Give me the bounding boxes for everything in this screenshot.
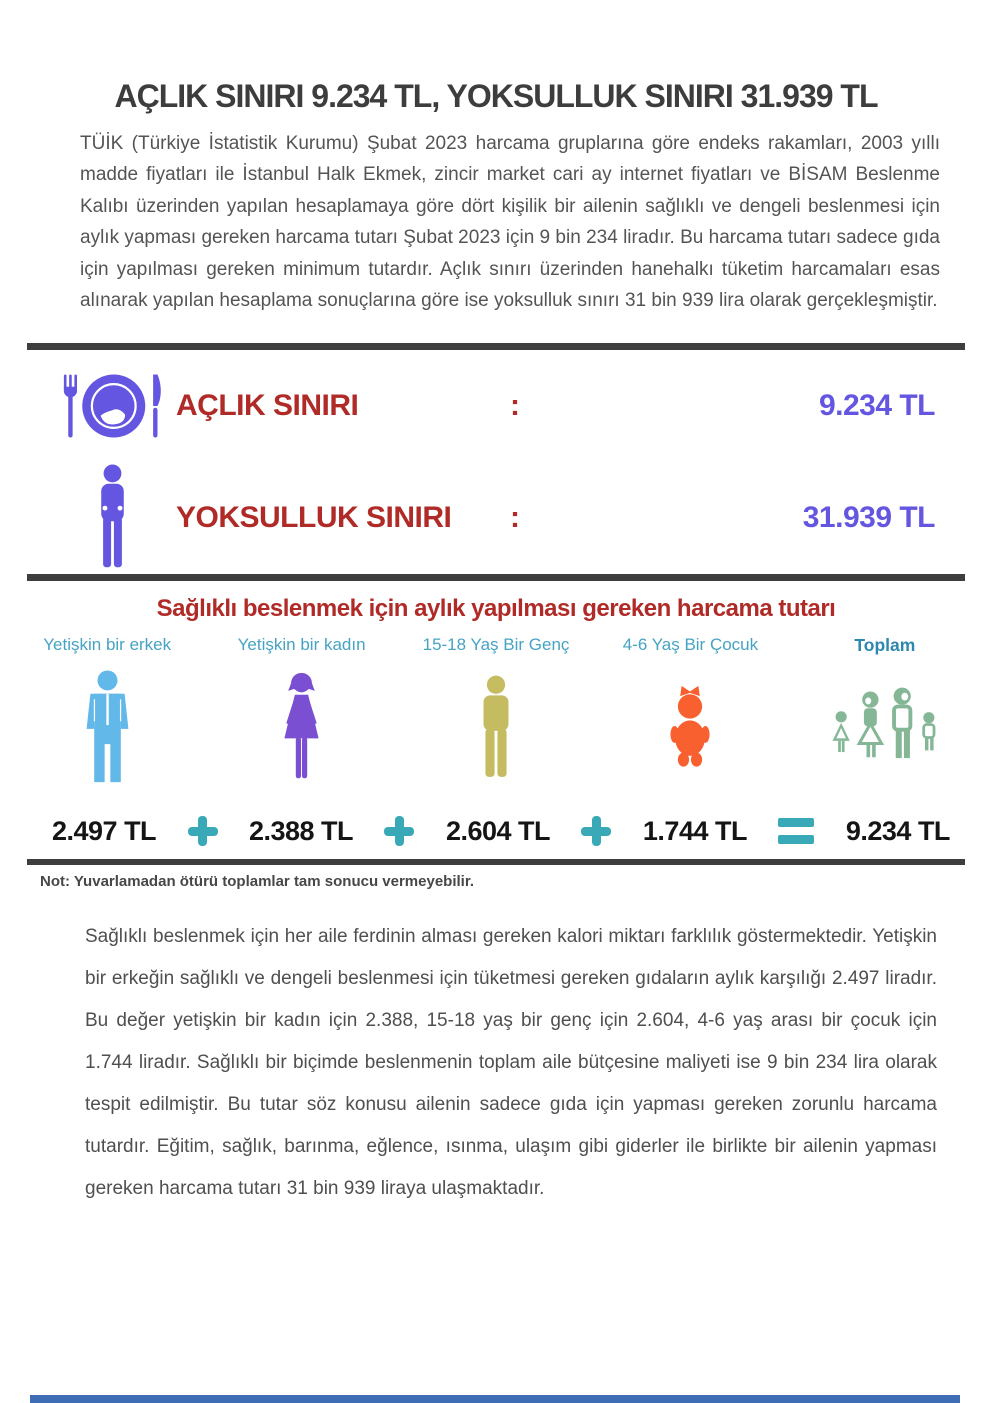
amount-adult-female: 2.388 TL: [248, 815, 354, 846]
plus-icon: [188, 816, 218, 846]
column-total-label: Toplam: [854, 634, 916, 655]
column-total: [788, 635, 982, 792]
hunger-threshold-row: [0, 350, 992, 462]
breakdown-title: Sağlıklı beslenmek için aylık yapılması gereken harcama tutarı: [156, 594, 836, 622]
poverty-threshold-row: [0, 462, 992, 574]
column-teen-label: 15-18 Yaş Bir Genç: [422, 634, 570, 654]
equals-icon: [778, 818, 814, 844]
teen-icon: [472, 663, 520, 791]
bottom-accent-bar: [30, 1395, 960, 1403]
amount-total: 9.234 TL: [845, 815, 950, 846]
hunger-threshold-label: AÇLIK SINIRI: [176, 388, 359, 422]
column-adult-male: [10, 635, 204, 792]
separator-middle: [27, 574, 965, 581]
separator-top: [27, 343, 965, 350]
poverty-threshold-colon: :: [510, 500, 520, 534]
plus-icon: [384, 816, 414, 846]
amount-child: 1.744 TL: [642, 815, 747, 846]
family-icon: [829, 664, 941, 792]
column-teen: [399, 635, 593, 792]
woman-icon: [273, 663, 330, 791]
man-icon: [79, 663, 136, 791]
hunger-threshold-colon: :: [510, 388, 520, 422]
breakdown-columns: [10, 635, 982, 792]
intro-paragraph: TÜİK (Türkiye İstatistik Kurumu) Şubat 2023 harcama gruplarına göre endeks rakamları, 2003 yıllı madde fiyatları ile İstanbul Halk Ekmek, zincir market cari ay internet fiyatları ve BİSAM Beslenme Kalıbı üzerinden yapılan hesaplamaya göre dört kişilik bir ailenin sağlıklı ve dengeli beslenmesi için aylık yapması gereken harcama tutarı Şubat 2023 için 9 bin 234 liradır. Bu harcama tutarı sadece gıda için yapılması gereken minimum tutardır. Açlık sınırı üzerinden hanehalkı tüketim harcamaları esas alınarak yapılan hesaplama sonuçlarına göre ise yoksulluk sınırı 31 bin 939 lira olarak gerçekleşmiştir.: [80, 132, 940, 312]
column-adult-female: [204, 635, 398, 792]
separator-bottom: [27, 859, 965, 865]
body-paragraph: Sağlıklı beslenmek için her aile ferdinin alması gereken kalori miktarı farklılık göstermektedir. Yetişkin bir erkeğin sağlıklı ve dengeli beslenmesi için tüketmesi gereken gıdaların aylık karşılığı 2.497 liradır. Bu değer yetişkin bir kadın için 2.388, 15-18 yaş bir genç için 2.604, 4-6 yaş arası bir çocuk için 1.744 liradır. Sağlıklı bir biçimde beslenmenin toplam aile bütçesine maliyeti ise 9 bin 234 lira olarak tespit edilmiştir. Bu tutar söz konusu ailenin sadece gıda için yapması gereken zorunlu harcama tutardır. Eğitim, sağlık, barınma, eğlence, ısınma, ulaşım gibi giderler ile birlikte bir ailenin yapması gereken harcama tutarı 31 bin 939 liraya ulaşmaktadır.: [85, 925, 937, 1199]
column-adult-female-label: Yetişkin bir kadın: [237, 634, 366, 654]
column-child-label: 4-6 Yaş Bir Çocuk: [622, 634, 759, 654]
poverty-threshold-value: 31.939 TL: [802, 500, 935, 534]
amount-adult-male: 2.497 TL: [52, 815, 157, 846]
person-icon: [48, 464, 176, 572]
child-icon: [662, 663, 718, 791]
amounts-row: [52, 816, 950, 847]
plus-icon: [581, 816, 611, 846]
poverty-threshold-label: YOKSULLUK SINIRI: [176, 500, 452, 534]
column-child: [593, 635, 787, 792]
amount-teen: 2.604 TL: [445, 815, 550, 846]
plate-cutlery-icon: [48, 371, 176, 441]
page-title: AÇLIK SINIRI 9.234 TL, YOKSULLUK SINIRI 31.939 TL: [114, 78, 878, 114]
note-text: Not: Yuvarlamadan ötürü toplamlar tam sonucu vermeyebilir.: [40, 872, 475, 890]
hunger-threshold-value: 9.234 TL: [818, 388, 935, 422]
column-adult-male-label: Yetişkin bir erkek: [43, 634, 172, 654]
